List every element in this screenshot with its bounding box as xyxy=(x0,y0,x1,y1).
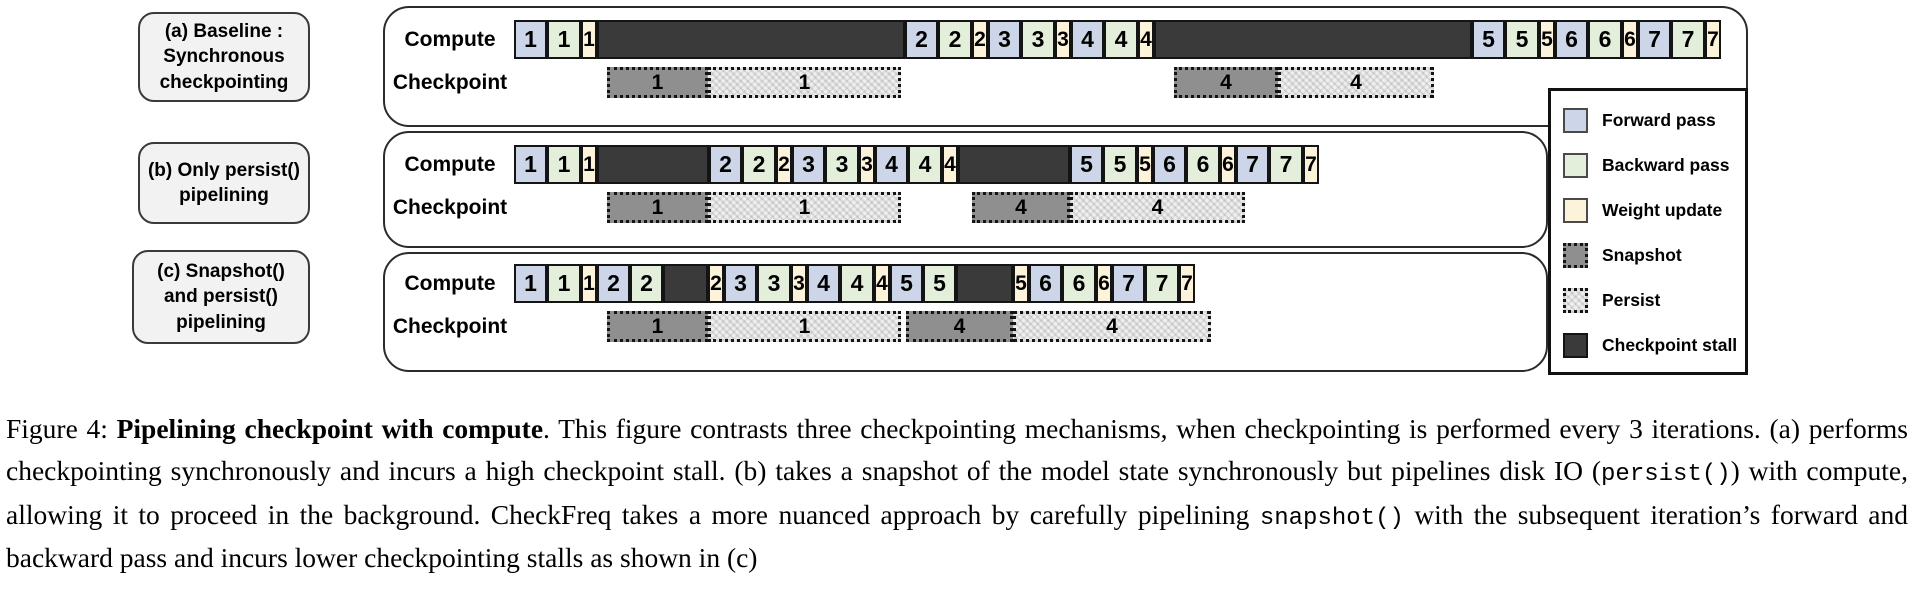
block-snapshot-4: 4 xyxy=(1174,67,1278,98)
panel-label-line: (a) Baseline : xyxy=(164,21,284,43)
block-forward-4: 4 xyxy=(1071,20,1104,59)
panel-label-c xyxy=(132,250,310,344)
compute-row-label-b: Compute xyxy=(404,152,496,176)
block-snapshot-1: 1 xyxy=(607,67,708,98)
block-backward-1: 1 xyxy=(547,20,581,59)
block-backward-2: 2 xyxy=(630,264,663,303)
legend-item-persist xyxy=(1563,285,1660,315)
snapshot-swatch-icon xyxy=(1563,243,1588,268)
panel-label-line: and persist() xyxy=(163,286,279,308)
block-backward-5: 5 xyxy=(1103,145,1137,184)
block-backward-3: 3 xyxy=(1021,20,1055,59)
legend-label-weight: Weight update xyxy=(1602,199,1723,220)
legend-label-snapshot: Snapshot xyxy=(1602,244,1682,265)
panel-label-line: pipelining xyxy=(176,311,266,333)
block-persist-1: 1 xyxy=(708,311,901,342)
block-backward-5: 5 xyxy=(923,264,956,303)
block-backward-2: 2 xyxy=(742,145,776,184)
block-weight-7: 7 xyxy=(1705,20,1721,59)
weight-swatch-icon xyxy=(1563,198,1588,223)
block-persist-1: 1 xyxy=(708,192,901,223)
block-snapshot-1: 1 xyxy=(607,311,708,342)
block-backward-6: 6 xyxy=(1062,264,1096,303)
block-backward-3: 3 xyxy=(825,145,859,184)
block-backward-2: 2 xyxy=(938,20,972,59)
block-persist-4: 4 xyxy=(1013,311,1211,342)
caption-segment-normal: . This figure contrasts three checkpointing mechanisms, when checkpointing is performed every 3 iterations. (a) performs checkpointing synchronously and incurs a high checkpoint stall. (b) takes a snapshot of the model state synchronously but pipelines disk IO ( xyxy=(6,412,1908,487)
block-forward-4: 4 xyxy=(875,145,908,184)
block-backward-3: 3 xyxy=(757,264,791,303)
block-forward-4: 4 xyxy=(807,264,840,303)
block-weight-6: 6 xyxy=(1220,145,1236,184)
block-weight-3: 3 xyxy=(859,145,875,184)
block-backward-1: 1 xyxy=(547,264,581,303)
block-forward-1: 1 xyxy=(514,20,547,59)
block-forward-6: 6 xyxy=(1555,20,1588,59)
compute-row-label-a: Compute xyxy=(404,27,496,51)
block-weight-6: 6 xyxy=(1622,20,1638,59)
caption-segment-code: persist() xyxy=(1601,461,1731,489)
panel-label-line: pipelining xyxy=(179,185,269,206)
block-weight-7: 7 xyxy=(1303,145,1319,184)
legend-item-snapshot xyxy=(1563,240,1682,270)
block-forward-1: 1 xyxy=(514,264,547,303)
backward-swatch-icon xyxy=(1563,153,1588,178)
block-stall xyxy=(958,145,1070,184)
panel-label-line: Synchronous xyxy=(163,46,285,68)
block-persist-4: 4 xyxy=(1278,67,1434,98)
panel-label-line: checkpointing xyxy=(159,71,289,93)
legend-label-forward: Forward pass xyxy=(1602,109,1716,130)
block-weight-1: 1 xyxy=(581,20,597,59)
block-forward-2: 2 xyxy=(597,264,630,303)
block-forward-3: 3 xyxy=(792,145,825,184)
block-snapshot-1: 1 xyxy=(607,192,708,223)
block-stall xyxy=(1154,20,1472,59)
block-backward-5: 5 xyxy=(1505,20,1539,59)
block-backward-6: 6 xyxy=(1588,20,1622,59)
checkpoint-row-label-c: Checkpoint xyxy=(392,314,508,338)
block-forward-2: 2 xyxy=(709,145,742,184)
caption-segment-normal: ) with compute, allowing it to proceed in the background. CheckFreq takes a more nuanced approach by carefully pipelining xyxy=(6,455,1908,530)
panel-label-b xyxy=(138,142,310,224)
block-forward-6: 6 xyxy=(1153,145,1186,184)
stall-swatch-icon xyxy=(1563,333,1588,358)
block-backward-4: 4 xyxy=(840,264,874,303)
block-snapshot-4: 4 xyxy=(972,192,1070,223)
block-weight-6: 6 xyxy=(1096,264,1112,303)
block-weight-5: 5 xyxy=(1137,145,1153,184)
block-forward-7: 7 xyxy=(1112,264,1145,303)
block-stall xyxy=(597,145,709,184)
block-snapshot-4: 4 xyxy=(906,311,1013,342)
checkpoint-row-label-a: Checkpoint xyxy=(392,70,508,94)
block-forward-1: 1 xyxy=(514,145,547,184)
block-forward-3: 3 xyxy=(988,20,1021,59)
block-weight-4: 4 xyxy=(874,264,890,303)
legend-label-backward: Backward pass xyxy=(1602,154,1730,175)
block-backward-4: 4 xyxy=(1104,20,1138,59)
block-weight-2: 2 xyxy=(972,20,988,59)
legend-item-backward xyxy=(1563,150,1729,180)
panel-label-a xyxy=(138,12,310,102)
block-persist-1: 1 xyxy=(708,67,901,98)
block-backward-7: 7 xyxy=(1145,264,1179,303)
block-weight-1: 1 xyxy=(581,145,597,184)
block-backward-1: 1 xyxy=(547,145,581,184)
block-weight-5: 5 xyxy=(1539,20,1555,59)
block-forward-3: 3 xyxy=(724,264,757,303)
block-forward-7: 7 xyxy=(1236,145,1269,184)
legend-box xyxy=(1548,88,1748,375)
block-weight-2: 2 xyxy=(708,264,724,303)
block-weight-4: 4 xyxy=(1138,20,1154,59)
caption-segment-normal: with the subsequent iteration’s forward and backward pass and incurs lower checkpointing stalls as shown in (c) xyxy=(6,498,1908,574)
block-backward-7: 7 xyxy=(1269,145,1303,184)
persist-swatch-icon xyxy=(1563,288,1588,313)
panel-label-line: (b) Only persist() xyxy=(147,159,300,181)
block-forward-2: 2 xyxy=(905,20,938,59)
block-weight-2: 2 xyxy=(776,145,792,184)
figure-caption xyxy=(6,408,1908,581)
legend-item-stall xyxy=(1563,330,1737,360)
legend-label-persist: Persist xyxy=(1602,289,1661,310)
block-forward-5: 5 xyxy=(890,264,923,303)
block-forward-5: 5 xyxy=(1070,145,1103,184)
compute-row-label-c: Compute xyxy=(404,271,496,295)
block-weight-7: 7 xyxy=(1179,264,1195,303)
block-backward-4: 4 xyxy=(908,145,942,184)
caption-segment-normal: Figure 4: xyxy=(6,412,117,444)
block-stall xyxy=(597,20,905,59)
caption-segment-bold: Pipelining checkpoint with compute xyxy=(116,412,544,444)
block-weight-4: 4 xyxy=(942,145,958,184)
checkpoint-row-label-b: Checkpoint xyxy=(392,195,508,219)
block-stall xyxy=(956,264,1013,303)
block-weight-3: 3 xyxy=(1055,20,1071,59)
block-weight-3: 3 xyxy=(791,264,807,303)
block-backward-7: 7 xyxy=(1671,20,1705,59)
legend-item-forward xyxy=(1563,105,1716,135)
forward-swatch-icon xyxy=(1563,108,1588,133)
legend-item-weight xyxy=(1563,195,1722,225)
legend-label-stall: Checkpoint stall xyxy=(1602,334,1738,355)
block-forward-6: 6 xyxy=(1029,264,1062,303)
block-forward-5: 5 xyxy=(1472,20,1505,59)
block-persist-4: 4 xyxy=(1070,192,1245,223)
block-forward-7: 7 xyxy=(1638,20,1671,59)
block-stall xyxy=(663,264,708,303)
panel-label-line: (c) Snapshot() xyxy=(157,261,285,283)
block-weight-5: 5 xyxy=(1013,264,1029,303)
block-weight-1: 1 xyxy=(581,264,597,303)
block-backward-6: 6 xyxy=(1186,145,1220,184)
caption-segment-code: snapshot() xyxy=(1259,504,1404,532)
